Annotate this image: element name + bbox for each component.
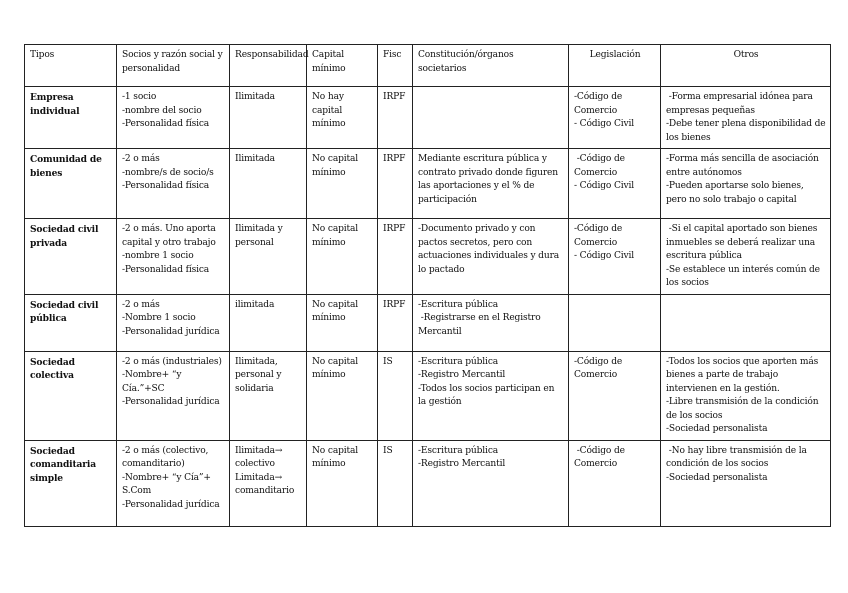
- cell-capital-line: No hay capital mínimo: [312, 92, 347, 129]
- cell-constitucion: [413, 87, 569, 149]
- cell-responsabilidad: [230, 219, 307, 295]
- cell-capital-line: No capital mínimo: [312, 356, 361, 380]
- cell-otros-line: -Todos los socios que aporten más bienes a parte de trabajo intervienen en la gestión.: [666, 356, 821, 394]
- cell-legislacion-line: - Código Civil: [574, 251, 635, 261]
- cell-capital: [307, 149, 378, 219]
- cell-fisc: IRPF: [378, 87, 413, 149]
- cell-socios-line: -nombre/s de socio/s: [122, 167, 214, 178]
- cell-legislacion-line: - Código Civil: [574, 119, 635, 129]
- cell-responsabilidad-line: Ilimitada y personal: [235, 224, 286, 248]
- cell-constitucion: [413, 440, 569, 526]
- cell-legislacion: [569, 440, 661, 526]
- header-socios: Socios y razón social y personalidad: [117, 45, 230, 87]
- cell-tipo: Sociedad civil pública: [25, 294, 117, 351]
- cell-capital: [307, 87, 378, 149]
- cell-legislacion-line: - Código Civil: [574, 181, 635, 191]
- cell-socios-line: -Personalidad física: [122, 119, 210, 129]
- cell-socios: [117, 351, 230, 440]
- cell-legislacion-line: -Código de Comercio: [574, 356, 625, 380]
- cell-tipo: Sociedad colectiva: [25, 351, 117, 440]
- cell-otros-line: -Pueden aportarse solo bienes, pero no solo trabajo o capital: [666, 181, 807, 205]
- cell-responsabilidad-line: ilimitada: [235, 299, 275, 310]
- cell-legislacion-line: -Código de Comercio: [574, 445, 628, 469]
- cell-tipo: Sociedad civil privada: [25, 219, 117, 295]
- cell-legislacion: [569, 87, 661, 149]
- cell-otros: [661, 351, 831, 440]
- cell-legislacion-line: -Código de Comercio: [574, 92, 625, 116]
- cell-socios-line: -2 o más: [122, 299, 160, 310]
- header-tipos: Tipos: [25, 45, 117, 87]
- cell-socios-line: -Nombre 1 socio: [122, 313, 196, 323]
- cell-capital-line: No capital mínimo: [312, 224, 361, 248]
- cell-socios-line: -2 o más. Uno aporta capital y otro trabajo: [122, 224, 219, 248]
- cell-otros: [661, 87, 831, 149]
- cell-constitucion-line: -Todos los socios participan en la gestión: [418, 383, 558, 407]
- cell-capital: [307, 440, 378, 526]
- cell-socios-line: -Personalidad jurídica: [122, 326, 220, 337]
- header-otros: Otros: [661, 45, 831, 87]
- cell-constitucion-line: -Registro Mercantil: [418, 459, 506, 469]
- cell-socios-line: -Nombre+ “y Cía.”+SC: [122, 370, 185, 394]
- cell-constitucion-line: -Registrarse en el Registro Mercantil: [418, 313, 544, 337]
- cell-responsabilidad-line: Ilimitada, personal y solidaria: [235, 356, 285, 394]
- cell-otros-line: -Libre transmisión de la condición de los socios: [666, 397, 822, 421]
- cell-constitucion-line: -Registro Mercantil: [418, 370, 506, 380]
- cell-responsabilidad-line: Ilimitada→ colectivo: [235, 445, 286, 469]
- cell-constitucion-line: -Documento privado y con pactos secretos, pero con actuaciones individuales y dura lo pactado: [418, 224, 562, 275]
- cell-socios: [117, 440, 230, 526]
- cell-tipo: Comunidad de bienes: [25, 149, 117, 219]
- header-responsabilidad: Responsabilidad: [230, 45, 307, 87]
- cell-tipo: Empresa individual: [25, 87, 117, 149]
- cell-constitucion-line: -Escritura pública: [418, 356, 499, 367]
- cell-capital: [307, 219, 378, 295]
- cell-socios-line: -2 o más (colectivo, comanditario): [122, 445, 212, 469]
- cell-socios-line: -Nombre+ “y Cía”+ S.Com: [122, 472, 214, 496]
- table-row: [25, 219, 831, 295]
- cell-responsabilidad: [230, 440, 307, 526]
- cell-socios-line: -nombre 1 socio: [122, 251, 194, 261]
- cell-otros: [661, 294, 831, 351]
- cell-socios: [117, 87, 230, 149]
- cell-constitucion: [413, 351, 569, 440]
- cell-socios-line: -Personalidad física: [122, 181, 210, 191]
- table-row: [25, 87, 831, 149]
- cell-socios: [117, 219, 230, 295]
- cell-constitucion-line: -Escritura pública: [418, 299, 499, 310]
- table-row: [25, 149, 831, 219]
- cell-socios-line: -nombre del socio: [122, 105, 202, 116]
- cell-fisc: IRPF: [378, 294, 413, 351]
- table-body: [25, 87, 831, 527]
- cell-otros-line: -Sociedad personalista: [666, 472, 768, 483]
- table-row: [25, 294, 831, 351]
- cell-socios-line: -2 o más: [122, 154, 160, 164]
- cell-capital: [307, 351, 378, 440]
- cell-constitucion-line: -Escritura pública: [418, 445, 499, 456]
- cell-legislacion-line: -Código de Comercio: [574, 224, 625, 248]
- cell-otros: [661, 149, 831, 219]
- cell-responsabilidad: [230, 87, 307, 149]
- cell-responsabilidad-line: Ilimitada: [235, 154, 275, 164]
- cell-otros: [661, 440, 831, 526]
- cell-otros-line: -Se establece un interés común de los socios: [666, 264, 823, 288]
- table-row: [25, 351, 831, 440]
- cell-legislacion: [569, 294, 661, 351]
- table-row: [25, 440, 831, 526]
- cell-socios-line: -2 o más (industriales): [122, 356, 222, 367]
- cell-fisc: IRPF: [378, 149, 413, 219]
- header-row: [25, 45, 831, 87]
- cell-otros-line: -Forma empresarial idónea para empresas pequeñas: [666, 92, 816, 116]
- cell-otros-line: -Sociedad personalista: [666, 424, 768, 434]
- companies-table: [24, 44, 831, 527]
- cell-constitucion: [413, 294, 569, 351]
- header-legislacion: Legislación: [569, 45, 661, 87]
- cell-capital-line: No capital mínimo: [312, 445, 361, 469]
- cell-capital: [307, 294, 378, 351]
- cell-socios-line: -Personalidad física: [122, 264, 210, 275]
- cell-otros-line: -Si el capital aportado son bienes inmuebles se deberá realizar una escritura pública: [666, 224, 821, 261]
- cell-socios-line: -Personalidad jurídica: [122, 397, 220, 407]
- cell-legislacion: [569, 149, 661, 219]
- cell-socios: [117, 294, 230, 351]
- cell-responsabilidad: [230, 149, 307, 219]
- header-fisc: Fisc: [378, 45, 413, 87]
- cell-socios-line: -1 socio: [122, 92, 157, 102]
- cell-socios: [117, 149, 230, 219]
- cell-responsabilidad-line: Ilimitada: [235, 92, 275, 102]
- cell-legislacion: [569, 351, 661, 440]
- cell-legislacion: [569, 219, 661, 295]
- cell-otros-line: -Debe tener plena disponibilidad de los bienes: [666, 119, 829, 143]
- cell-otros: [661, 219, 831, 295]
- cell-constitucion: [413, 149, 569, 219]
- cell-capital-line: No capital mínimo: [312, 299, 361, 323]
- cell-constitucion: [413, 219, 569, 295]
- cell-capital-line: No capital mínimo: [312, 154, 361, 178]
- header-constitucion: Constitución/órganos societarios: [413, 45, 569, 87]
- cell-fisc: IRPF: [378, 219, 413, 295]
- cell-constitucion-line: Mediante escritura pública y contrato privado donde figuren las aportaciones y el % de participación: [418, 154, 561, 205]
- cell-otros-line: -Forma más sencilla de asociación entre autónomos: [666, 154, 822, 178]
- cell-responsabilidad: [230, 351, 307, 440]
- header-capital: Capital mínimo: [307, 45, 378, 87]
- cell-fisc: IS: [378, 440, 413, 526]
- cell-responsabilidad-line: Limitada→ comanditario: [235, 472, 295, 496]
- cell-legislacion-line: -Código de Comercio: [574, 154, 628, 178]
- cell-socios-line: -Personalidad jurídica: [122, 499, 220, 510]
- cell-otros-line: -No hay libre transmisión de la condición de los socios: [666, 445, 810, 469]
- cell-fisc: IS: [378, 351, 413, 440]
- cell-tipo: Sociedad comanditaria simple: [25, 440, 117, 526]
- cell-responsabilidad: [230, 294, 307, 351]
